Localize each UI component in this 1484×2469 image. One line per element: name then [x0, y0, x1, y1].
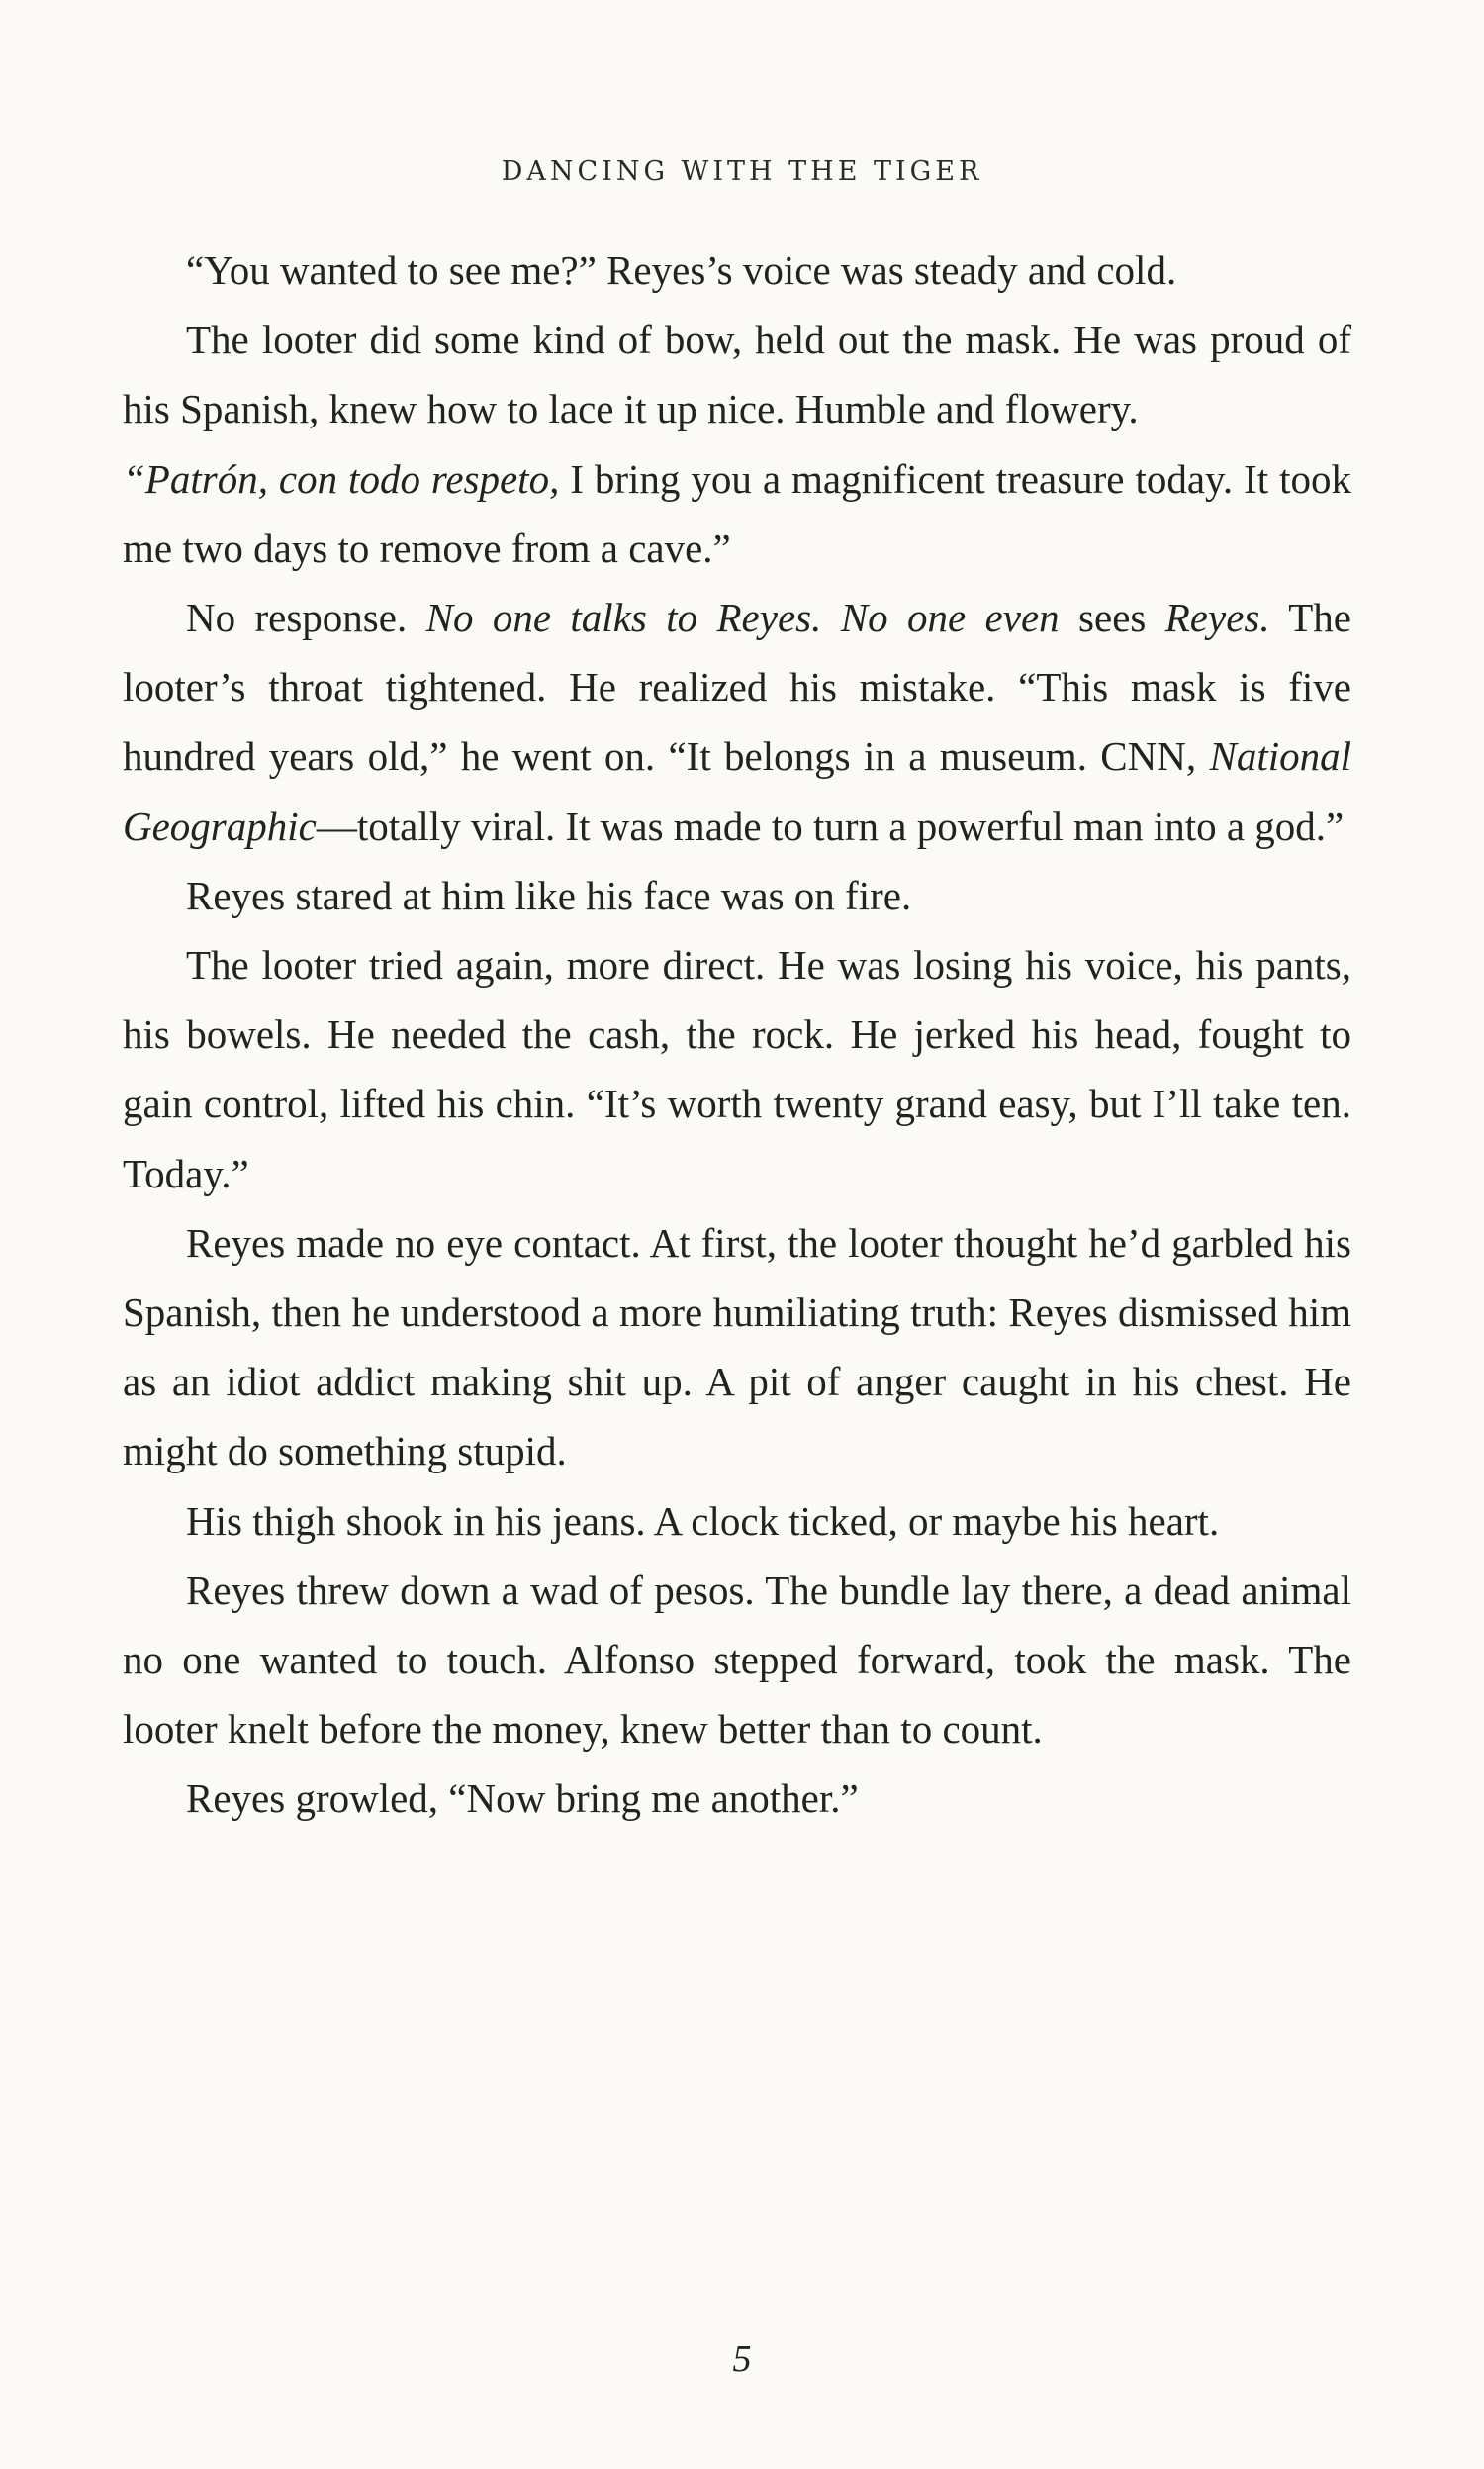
paragraph — [123, 1763, 1351, 1833]
paragraph-text: I bring you a magnificent treasure today. It took me two days to remove from a cave.” — [123, 455, 1351, 571]
italic-title: National Geographic — [123, 733, 1351, 849]
paragraph-text: —totally viral. It was made to turn a powerful man into a god.” — [316, 803, 1345, 849]
paragraph-text: The looter tried again, more direct. He was losing his voice, his pants, his bowels. He needed the cash, the rock. He jerked his head, fought to gain control, lifted his chin. “It’s worth twenty grand easy, but I’ll take ten. Today.” — [123, 942, 1351, 1196]
paragraph-text: Reyes made no eye contact. At first, the looter thought he’d garbled his Spanish, then he understood a more humiliating truth: Reyes dismissed him as an idiot addict making shit up. A pit of anger caught in his chest. He might do something stupid. — [123, 1219, 1351, 1474]
body-text — [123, 236, 1351, 1834]
paragraph — [123, 1486, 1351, 1556]
paragraph — [123, 861, 1351, 930]
paragraph-text: “You wanted to see me?” Reyes’s voice was steady and cold. — [186, 247, 1177, 293]
paragraph-text: The looter’s throat tightened. He realized his mistake. “This mask is five hundred years old,” he went on. “It belongs in a museum. CNN, — [123, 595, 1351, 780]
running-head: DANCING WITH THE TIGER — [501, 156, 983, 187]
paragraph-text: No response. — [186, 595, 426, 641]
paragraph-text: His thigh shook in his jeans. A clock ticked, or maybe his heart. — [186, 1497, 1220, 1544]
paragraph-text: sees — [1059, 595, 1165, 641]
italic-text: Reyes. — [1164, 595, 1270, 641]
paragraph-text: Reyes threw down a wad of pesos. The bundle lay there, a dead animal no one wanted to touch. Alfonso stepped forward, took the mask. The looter knelt before the money, knew better than to count. — [123, 1567, 1351, 1753]
paragraph — [123, 1556, 1351, 1764]
paragraph — [123, 305, 1351, 583]
paragraph — [123, 583, 1351, 861]
paragraph-text: The looter did some kind of bow, held out the mask. He was proud of his Spanish, knew how to lace it up nice. Humble and flowery. — [123, 317, 1351, 432]
paragraph — [123, 1208, 1351, 1486]
page-number: 5 — [732, 2338, 752, 2380]
paragraph — [123, 236, 1351, 305]
italic-spanish-phrase: “Patrón, con todo respeto, — [123, 455, 560, 502]
paragraph — [123, 930, 1351, 1208]
paragraph-text: Reyes growled, “Now bring me another.” — [186, 1775, 859, 1822]
italic-text: No one talks to Reyes. No one even — [425, 595, 1060, 641]
paragraph-text: Reyes stared at him like his face was on fire. — [186, 872, 912, 918]
